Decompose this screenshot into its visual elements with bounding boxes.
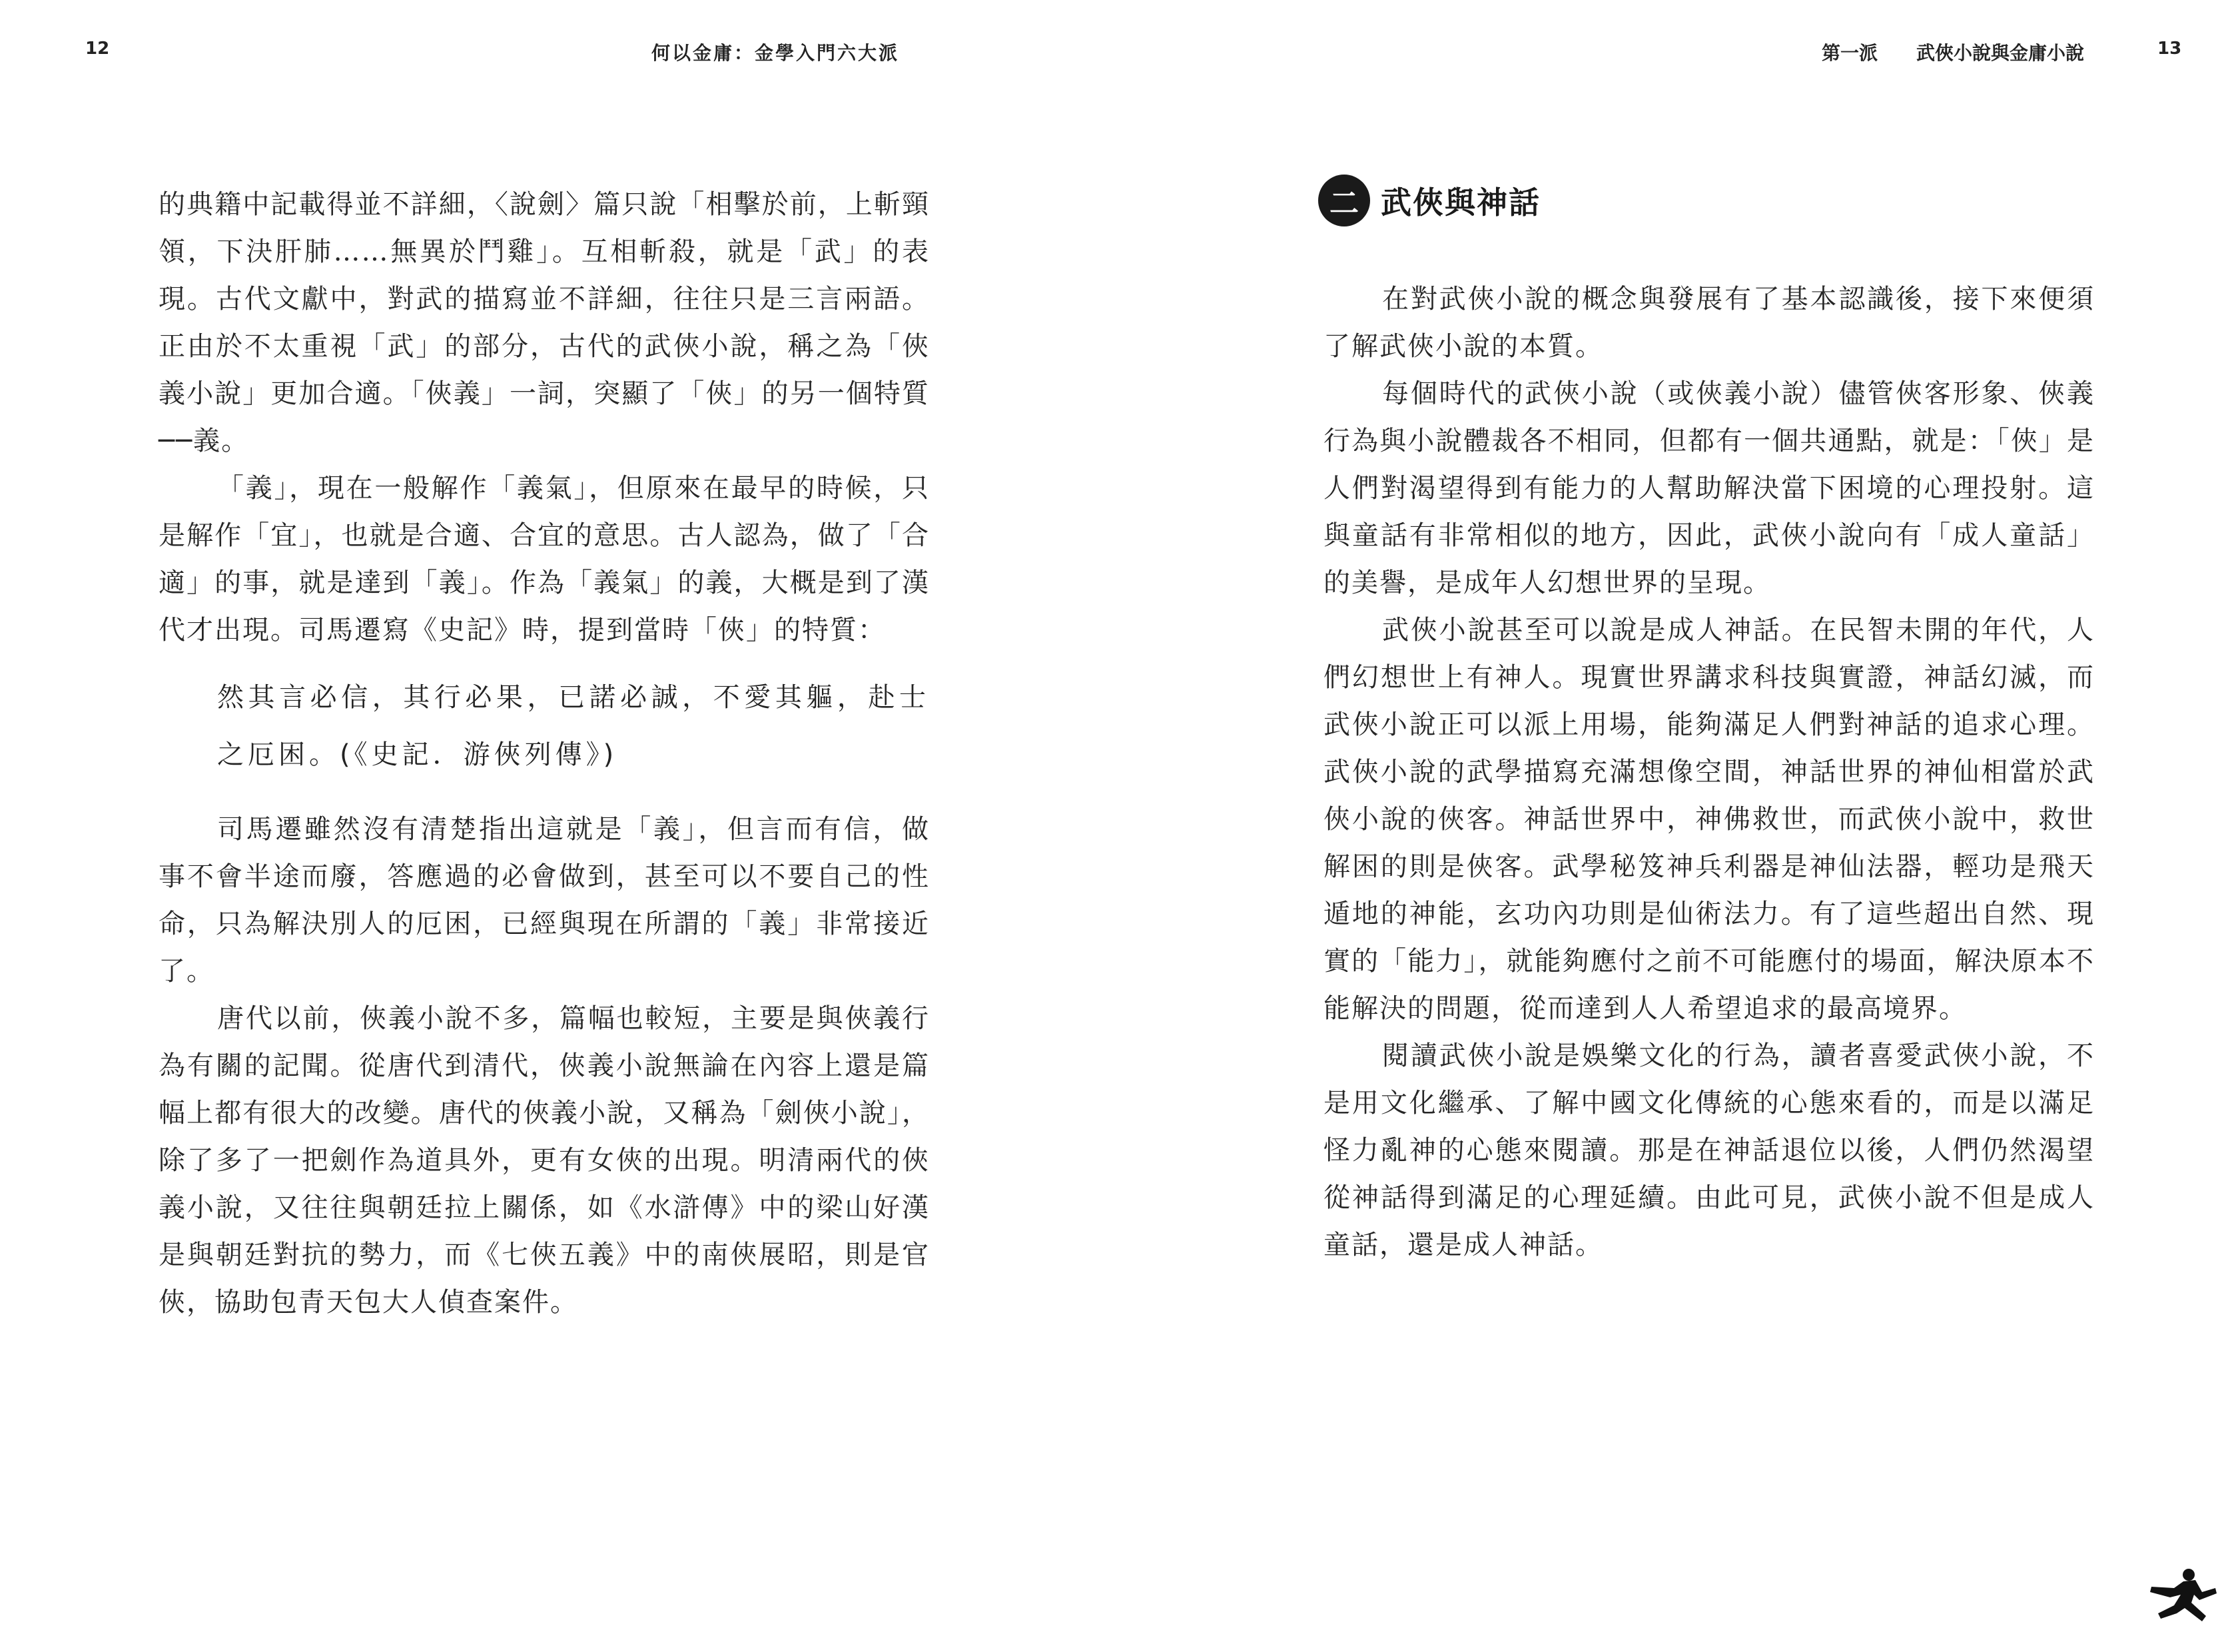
section-number-badge: 二: [1318, 175, 1370, 226]
right-paragraph-1: 在對武俠小說的概念與發展有了基本認識後，接下來便須了解武俠小說的本質。: [1323, 284, 2095, 362]
left-paragraph-1: 的典籍中記載得並不詳細，〈說劍〉篇只說「相擊於前，上斬頸領，下決肝肺……無異於鬥雞」。互相斬殺，就是「武」的表現。古代文獻中，對武的描寫並不詳細，往往只是三言兩語。正由於不太重視「武」的部分，古代的武俠小說，稱之為「俠義小說」更加合適。「俠義」一詞，突顯了「俠」的另一個特質──義。: [159, 189, 930, 456]
left-page-number: 12: [85, 39, 110, 59]
left-paragraph-3: 司馬遷雖然沒有清楚指出這就是「義」，但言而有信，做事不會半途而廢，答應過的必會做到，甚至可以不要自己的性命，只為解決別人的厄困，已經與現在所謂的「義」非常接近了。: [159, 814, 930, 987]
left-body: [159, 181, 930, 1326]
right-body: [1323, 276, 2095, 1269]
right-paragraph-4: 閱讀武俠小說是娛樂文化的行為，讀者喜愛武俠小說，不是用文化繼承、了解中國文化傳統的心態來看的，而是以滿足怪力亂神的心態來閱讀。那是在神話退位以後，人們仍然渴望從神話得到滿足的心理延續。由此可見，武俠小說不但是成人童話，還是成人神話。: [1323, 1040, 2095, 1260]
right-page-number: 13: [2157, 39, 2182, 59]
left-paragraph-2: 「義」，現在一般解作「義氣」，但原來在最早的時候，只是解作「宜」，也就是合適、合宜的意思。古人認為，做了「合適」的事，就是達到「義」。作為「義氣」的義，大概是到了漢代才出現。司馬遷寫《史記》時，提到當時「俠」的特質：: [159, 473, 930, 645]
martial-artist-icon: [2141, 1565, 2221, 1625]
right-page: [1117, 0, 2234, 1652]
right-paragraph-2: 每個時代的武俠小說（或俠義小說）儘管俠客形象、俠義行為與小說體裁各不相同，但都有一個共通點，就是：「俠」是人們對渴望得到有能力的人幫助解決當下困境的心理投射。這與童話有非常相似的地方，因此，武俠小說向有「成人童話」的美譽，是成年人幻想世界的呈現。: [1323, 378, 2095, 598]
right-paragraph-3: 武俠小說甚至可以說是成人神話。在民智未開的年代，人們幻想世上有神人。現實世界講求科技與實證，神話幻滅，而武俠小說正可以派上用場，能夠滿足人們對神話的追求心理。武俠小說的武學描寫充滿想像空間，神話世界的神仙相當於武俠小說的俠客。神話世界中，神佛救世，而武俠小說中，救世解困的則是俠客。武學秘笈神兵利器是神仙法器，輕功是飛天遁地的神能，玄功內功則是仙術法力。有了這些超出自然、現實的「能力」，就能夠應付之前不可能應付的場面，解決原本不能解決的問題，從而達到人人希望追求的最高境界。: [1323, 615, 2095, 1024]
left-paragraph-4: 唐代以前，俠義小說不多，篇幅也較短，主要是與俠義行為有關的記聞。從唐代到清代，俠義小說無論在內容上還是篇幅上都有很大的改變。唐代的俠義小說，又稱為「劍俠小說」，除了多了一把劍作為道具外，更有女俠的出現。明清兩代的俠義小說，又往往與朝廷拉上關係，如《水滸傳》中的梁山好漢是與朝廷對抗的勢力，而《七俠五義》中的南俠展昭，則是官俠，協助包青天包大人偵查案件。: [159, 1003, 930, 1318]
running-part: 第一派: [1822, 42, 1878, 64]
section-title: 武俠與神話: [1381, 185, 1541, 220]
block-quote: 然其言必信，其行必果，已諾必誠，不愛其軀，赴士之厄困。(《史記．游俠列傳》): [217, 682, 930, 770]
section-heading: [1318, 175, 1541, 226]
left-running-title: 何以金庸：金學入門六大派: [651, 42, 900, 64]
running-chapter: 武俠小說與金庸小說: [1916, 42, 2085, 64]
